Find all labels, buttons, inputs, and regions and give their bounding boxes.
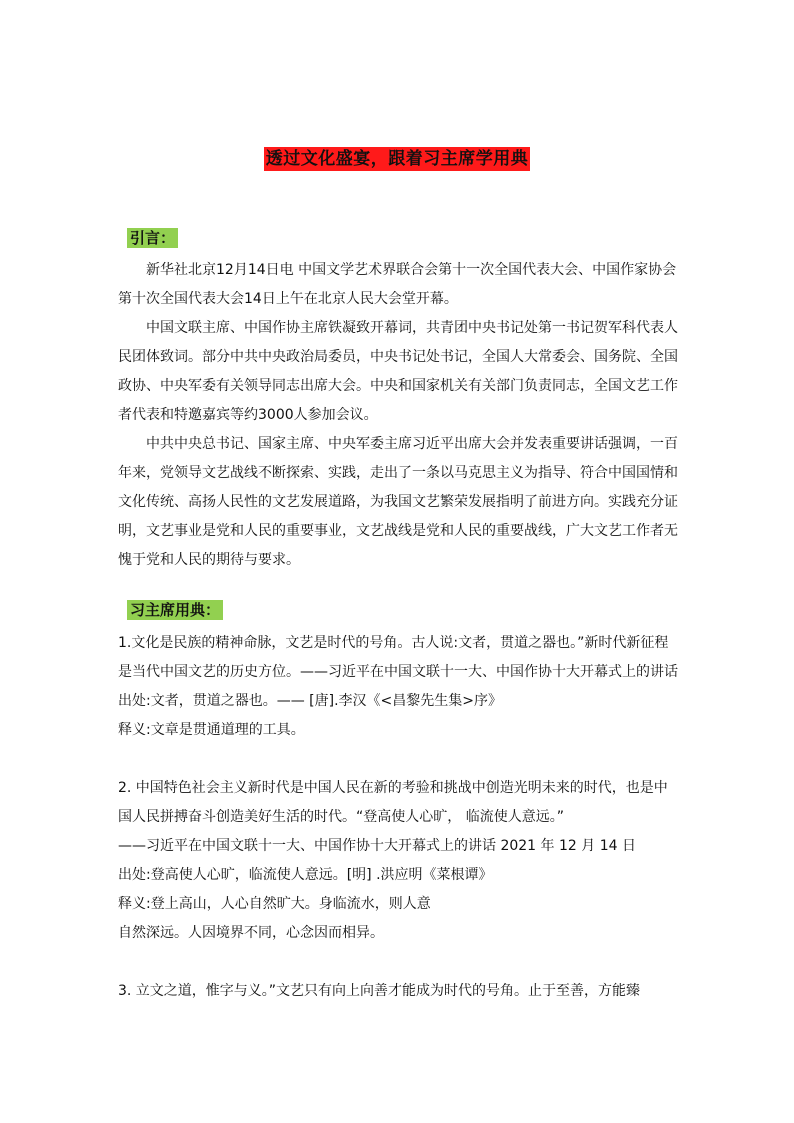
quote-2-meaning-line-2: 自然深远。人因境界不同，心念因而相异。 <box>118 925 384 941</box>
intro-paragraph-1: 新华社北京12月14日电 中国文学艺术界联合会第十一次全国代表大会、中国作家协会第十次全国代表大会14日上午在北京人民大会堂开幕。 <box>118 262 677 307</box>
quote-1-text: 1.文化是民族的精神命脉，文艺是时代的号角。古人说:文者，贯道之器也。”新时代新征程是当代中国文艺的历史方位。——习近平在中国文联十一大、中国作协十大开幕式上的讲话 <box>118 635 678 680</box>
quote-1-meaning: 释义:文章是贯通道理的工具。 <box>118 722 305 738</box>
spacer <box>118 745 678 774</box>
quotes-section <box>118 629 678 1006</box>
quote-2-source: 出处:登高使人心旷，临流使人意远。[明] .洪应明《菜根谭》 <box>118 867 493 883</box>
intro-heading: 引言： <box>127 228 178 248</box>
intro-paragraph-2: 中国文联主席、中国作协主席铁凝致开幕词，共青团中央书记处第一书记贺军科代表人民团体致词。部分中共中央政治局委员，中央书记处书记，全国人大常委会、国务院、全国政协、中央军委有关领导同志出席大会。中央和国家机关有关部门负责同志，全国文艺工作者代表和特邀嘉宾等约3000人参加会议。 <box>118 320 678 423</box>
quote-2-attribution: ——习近平在中国文联十一大、中国作协十大开幕式上的讲话 2021 年 12 月 14 日 <box>118 838 636 854</box>
quote-2-text: 2. 中国特色社会主义新时代是中国人民在新的考验和挑战中创造光明未来的时代，也是中国人民拼搏奋斗创造美好生活的时代。“登高使人心旷， 临流使人意远。” <box>118 780 668 825</box>
page-title: 透过文化盛宴，跟着习主席学用典 <box>265 149 529 169</box>
quote-2-meaning-line-1: 释义:登上高山，人心自然旷大。身临流水，则人意 <box>118 896 431 912</box>
title-container <box>0 147 794 171</box>
quote-3-text: 3. 立文之道，惟字与义。”文艺只有向上向善才能成为时代的号角。止于至善，方能臻 <box>118 983 641 999</box>
intro-section <box>118 256 678 575</box>
intro-paragraph-3: 中共中央总书记、国家主席、中央军委主席习近平出席大会并发表重要讲话强调，一百年来，党领导文艺战线不断探索、实践，走出了一条以马克思主义为指导、符合中国国情和文化传统、高扬人民性的文艺发展道路，为我国文艺繁荣发展指明了前进方向。实践充分证明，文艺事业是党和人民的重要事业，文艺战线是党和人民的重要战线，广大文艺工作者无愧于党和人民的期待与要求。 <box>118 436 678 568</box>
quote-1-source: 出处:文者，贯道之器也。—— [唐].李汉《<昌黎先生集>序》 <box>118 693 503 709</box>
spacer <box>118 948 678 977</box>
quotes-heading: 习主席用典： <box>127 600 223 620</box>
